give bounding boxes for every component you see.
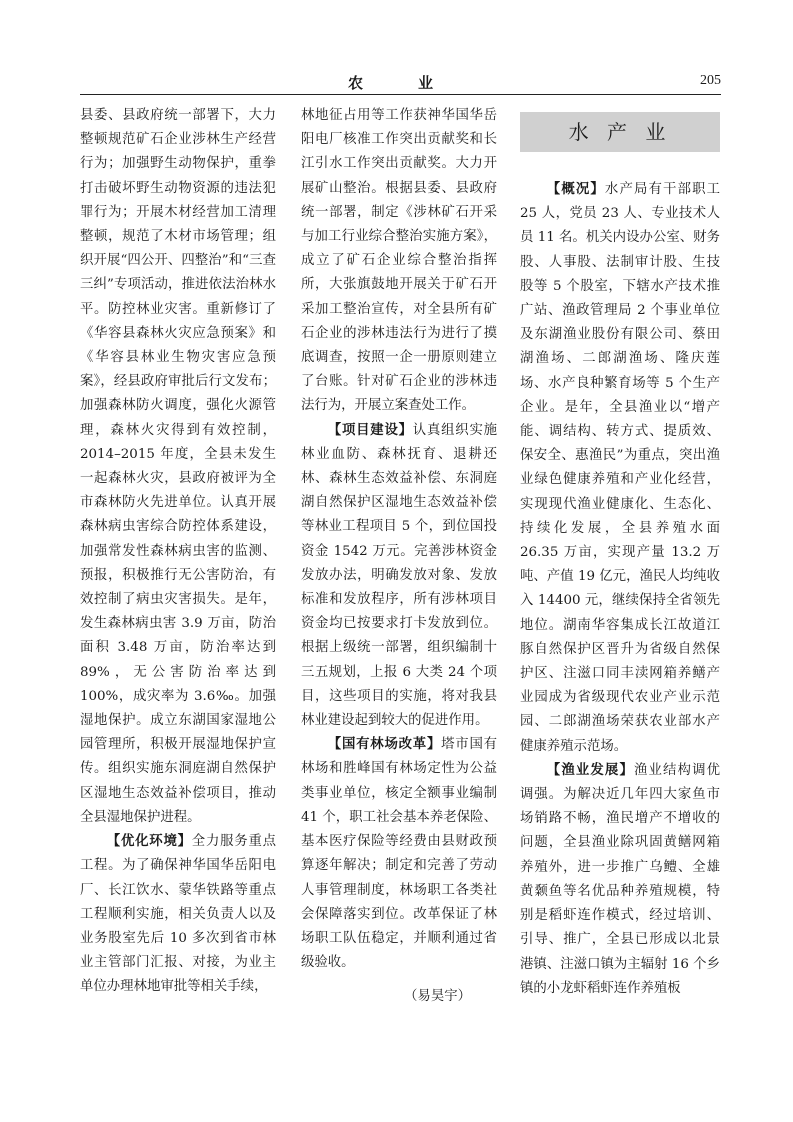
section-keyword: 【项目建设】: [327, 422, 413, 438]
paragraph-text: 认真组织实施林业血防、森林抚育、退耕还林、森林生态效益补偿、东洞庭湖自然保护区湿地生态效益补偿等林业工程项目 5 个，到位国投资金 1542 万元。完善涉林资金发放办法，明确发放对象、发放标准和发放程序，所有涉林项目资金均已按要求打卡发放到位。根据上级统一部署，组织编制十三五规划，上报 6 大类 24 个项目，这些项目的实施，将对我县林业建设起到较大的促进作用。: [301, 422, 498, 729]
paragraph-text: 水产局有干部职工 25 人，党员 23 人、专业技术人员 11 名。机关内设办公室、财务股、人事股、法制审计股、生技股等 5 个股室，下辖水产技术推广站、渔政管理局 2 个事业单位及东湖渔业股份有限公司、蔡田湖渔场、二郎湖渔场、隆庆莲场、水产良种繁育场等 5 个生产企业。是年，全县渔业以“增产能、调结构、转方式、提质效、保安全、惠渔民”为重点，突出渔业绿色健康养殖和产业化经营，实现现代渔业健康化、生态化、持续化发展，全县养殖水面 26.35 万亩，实现产量 13.2 万吨、产值 19 亿元，渔民人均纯收入 14400 元，继续保持全省领先地位。湖南华容集成长江故道江豚自然保护区晋升为省级自然保护区、注滋口同丰渎网箱养鳝产业园成为省级现代农业产业示范园、二郎湖渔场荣获农业部水产健康养殖示范场。: [520, 182, 721, 754]
running-header: [80, 72, 721, 94]
running-header-title: 农 业: [347, 74, 453, 92]
page-number: 205: [700, 73, 721, 88]
paragraph: 林地征占用等工作获神华国华岳阳电厂核准工作突出贡献奖和长江引水工作突出贡献奖。大力开展矿山整治。根据县委、县政府统一部署，制定《涉林矿石开采与加工行业综合整治实施方案》，成立了矿石企业综合整治指挥所，大张旗鼓地开展关于矿石开采加工整治宣传，对全县所有矿石企业的涉林违法行为进行了摸底调查，按照一企一册原则建立了台账。针对矿石企业的涉林违法行为，开展立案查处工作。: [301, 108, 497, 414]
section-keyword: 【渔业发展】: [546, 762, 634, 778]
author-credit: （易昊宇）: [404, 989, 471, 1005]
section-keyword: 【概况】: [546, 182, 605, 197]
paragraph: [301, 733, 497, 975]
paragraph: 县委、县政府统一部署下，大力整顿规范矿石企业涉林生产经营行为；加强野生动物保护，重拳打击破坏野生动物资源的违法犯罪行为；开展木材经营加工清理整顿，规范了木材市场管理；组织开展“四公开、四整治”和“三查三纠”专项活动，推进依法治林水平。防控林业灾害。重新修订了《华容县森林火灾应急预案》和《华容县林业生物灾害应急预案》，经县政府审批后行文发布；加强森林防火调度，强化火源管理，森林火灾得到有效控制，2014–2015 年度，全县未发生一起森林火灾，县政府被评为全市森林防火先进单位。认真开展森林病虫害综合防控体系建设，加强常发性森林病虫害的监测、预报，积极推行无公害防治，有效控制了病虫灾害损失。是年，发生森林病虫害 3.9 万亩，防治面积 3.48 万亩，防治率达到 89%，无公害防治率达到 100%，成灾率为 3.6‰。加强湿地保护。成立东湖国家湿地公园管理所，积极开展湿地保护宣传。组织实施东洞庭湖自然保护区湿地生态效益补偿项目，推动全县湿地保护进程。: [80, 108, 276, 825]
paragraph: [80, 830, 276, 999]
section-keyword: 【优化环境】: [106, 834, 192, 850]
column-3: [520, 112, 720, 1001]
paragraph-text: 塔市国有林场和胜峰国有林场定性为公益类事业单位，核定全额事业编制 41 个，职工社会基本养老保险、基本医疗保险等经费由县财政预算逐年解决；制定和完善了劳动人事管理制度，林场职工各类社会保障落实到位。改革保证了林场职工队伍稳定，并顺利通过省级验收。: [301, 737, 498, 971]
section-title: 水 产 业: [520, 112, 720, 152]
section-keyword: 【国有林场改革】: [327, 737, 442, 753]
paragraph: [520, 178, 720, 759]
column-1: [80, 104, 276, 1000]
paragraph-text: 全力服务重点工程。为了确保神华国华岳阳电厂、长江饮水、蒙华铁路等重点工程顺利实施，相关负责人以及业务股室先后 10 多次到省市林业主管部门汇报、对接，为业主单位办理林地审批等相关手续，: [80, 834, 277, 995]
header-rule: [80, 94, 721, 95]
column-2: [301, 104, 497, 1010]
paragraph: [520, 759, 720, 1001]
paragraph-text: 渔业结构调优调强。为解决近几年四大家鱼市场销路不畅，渔民增产不增收的问题，全县渔业除巩固黄鳝网箱养殖外，进一步推广乌鳢、全雄黄颡鱼等名优品种养殖规模，特别是稻虾连作模式，经过培训、引导、推广，全县已形成以北景港镇、注滋口镇为主辐射 16 个乡镇的小龙虾稻虾连作养殖板: [520, 762, 721, 996]
paragraph: [301, 419, 497, 734]
